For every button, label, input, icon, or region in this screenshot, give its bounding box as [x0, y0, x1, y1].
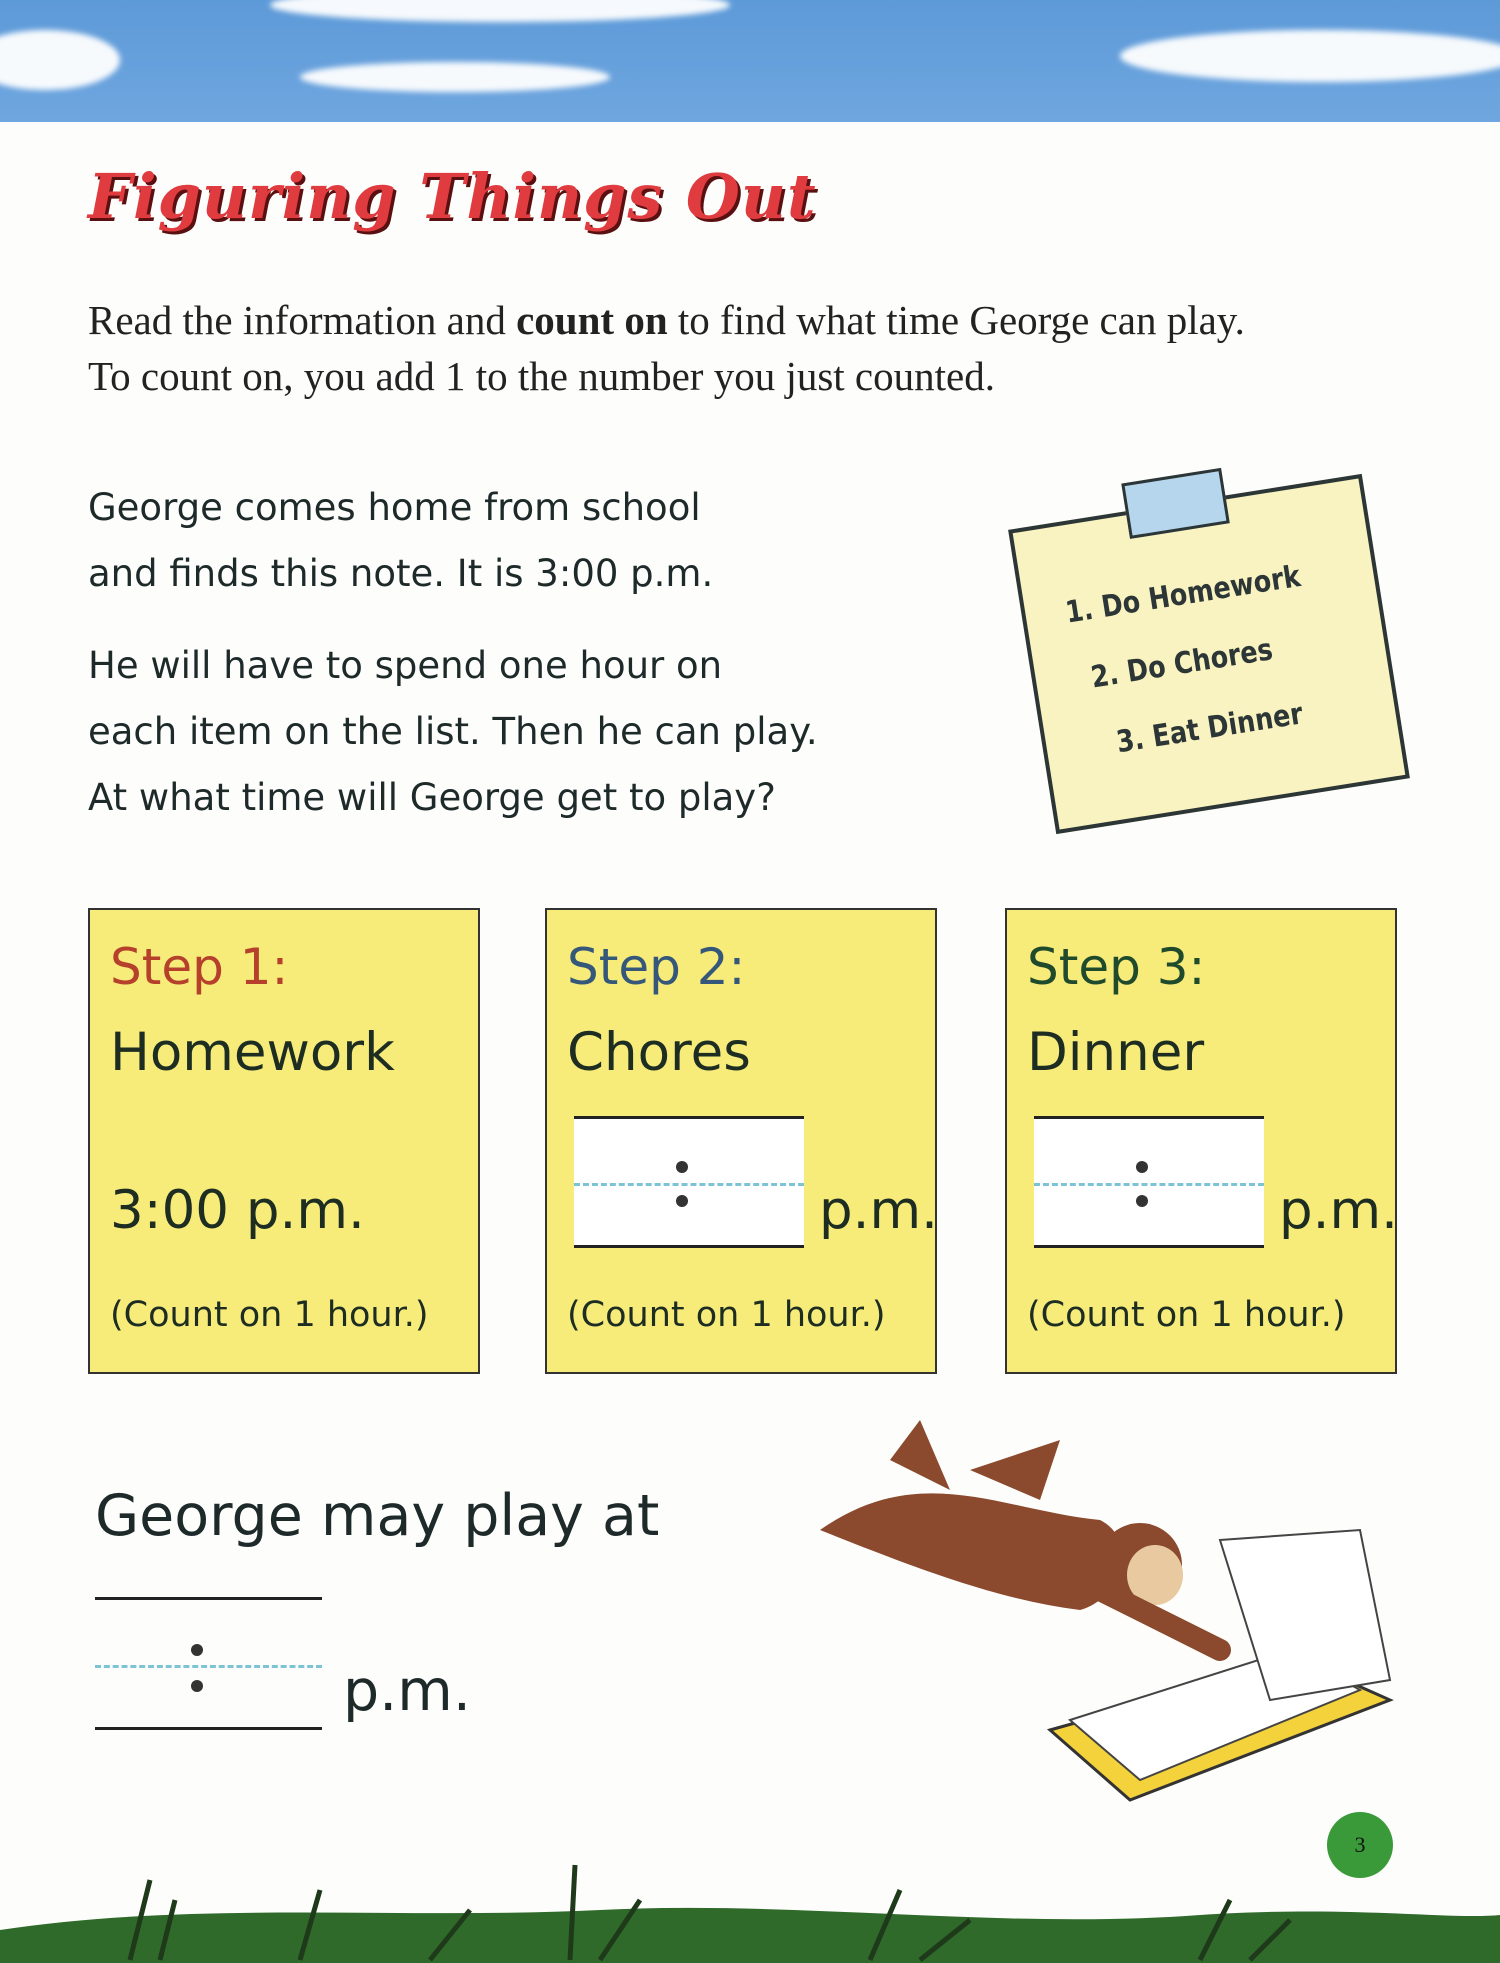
step-name: Homework: [110, 1022, 395, 1083]
story-line: At what time will George get to play?: [88, 776, 776, 819]
story-paragraph-2: [88, 633, 818, 831]
pm-label: p.m.: [343, 1658, 471, 1724]
step-time: 3:00 p.m.: [110, 1180, 365, 1241]
sky-banner: [0, 0, 1500, 122]
answer-bottom-line: [95, 1727, 322, 1730]
step-hint: (Count on 1 hour.): [1027, 1295, 1346, 1335]
note-item: 3. Eat Dinner: [1114, 696, 1306, 761]
time-answer-field[interactable]: [574, 1116, 804, 1248]
time-answer-field[interactable]: [1034, 1116, 1264, 1248]
step-label: Step 1:: [110, 938, 289, 996]
page-title: Figuring Things Out: [88, 160, 817, 233]
step-hint: (Count on 1 hour.): [567, 1295, 886, 1335]
george-reading-illustration: [800, 1400, 1400, 1820]
story-line: and finds this note. It is 3:00 p.m.: [88, 552, 714, 595]
story-line: He will have to spend one hour on: [88, 644, 723, 687]
grass-border: [0, 1860, 1500, 1963]
colon-dot: [676, 1161, 688, 1173]
step-hint: (Count on 1 hour.): [110, 1295, 429, 1335]
story-line: George comes home from school: [88, 486, 701, 529]
guide-line: [1034, 1183, 1264, 1186]
tape-icon: [1121, 468, 1230, 539]
note-item: 1. Do Homework: [1063, 558, 1303, 631]
intro-text: Read the information and: [88, 297, 517, 343]
step-name: Dinner: [1027, 1022, 1205, 1083]
step-name: Chores: [567, 1022, 751, 1083]
final-question: George may play at: [95, 1483, 660, 1549]
intro-text: to find what time George can play.: [667, 297, 1245, 343]
guide-line: [574, 1183, 804, 1186]
colon-dot: [676, 1195, 688, 1207]
sticky-note: [1008, 474, 1410, 834]
step-3-box: [1005, 908, 1397, 1374]
colon-dot: [191, 1680, 203, 1692]
story-paragraph-1: [88, 475, 713, 607]
colon-dot: [1136, 1161, 1148, 1173]
pm-label: p.m.: [819, 1180, 938, 1241]
step-2-box: [545, 908, 937, 1374]
step-label: Step 2:: [567, 938, 746, 996]
intro-text: To count on, you add 1 to the number you just counted.: [88, 353, 995, 399]
colon-dot: [191, 1644, 203, 1656]
step-label: Step 3:: [1027, 938, 1206, 996]
answer-top-line: [95, 1597, 322, 1600]
story-line: each item on the list. Then he can play.: [88, 710, 818, 753]
pm-label: p.m.: [1279, 1180, 1398, 1241]
note-item: 2. Do Chores: [1088, 632, 1276, 696]
step-1-box: [88, 908, 480, 1374]
colon-dot: [1136, 1195, 1148, 1207]
guide-line: [95, 1665, 322, 1668]
intro-bold: count on: [516, 297, 668, 343]
page-number-badge: 3: [1327, 1812, 1393, 1878]
instructions: [88, 292, 1448, 404]
